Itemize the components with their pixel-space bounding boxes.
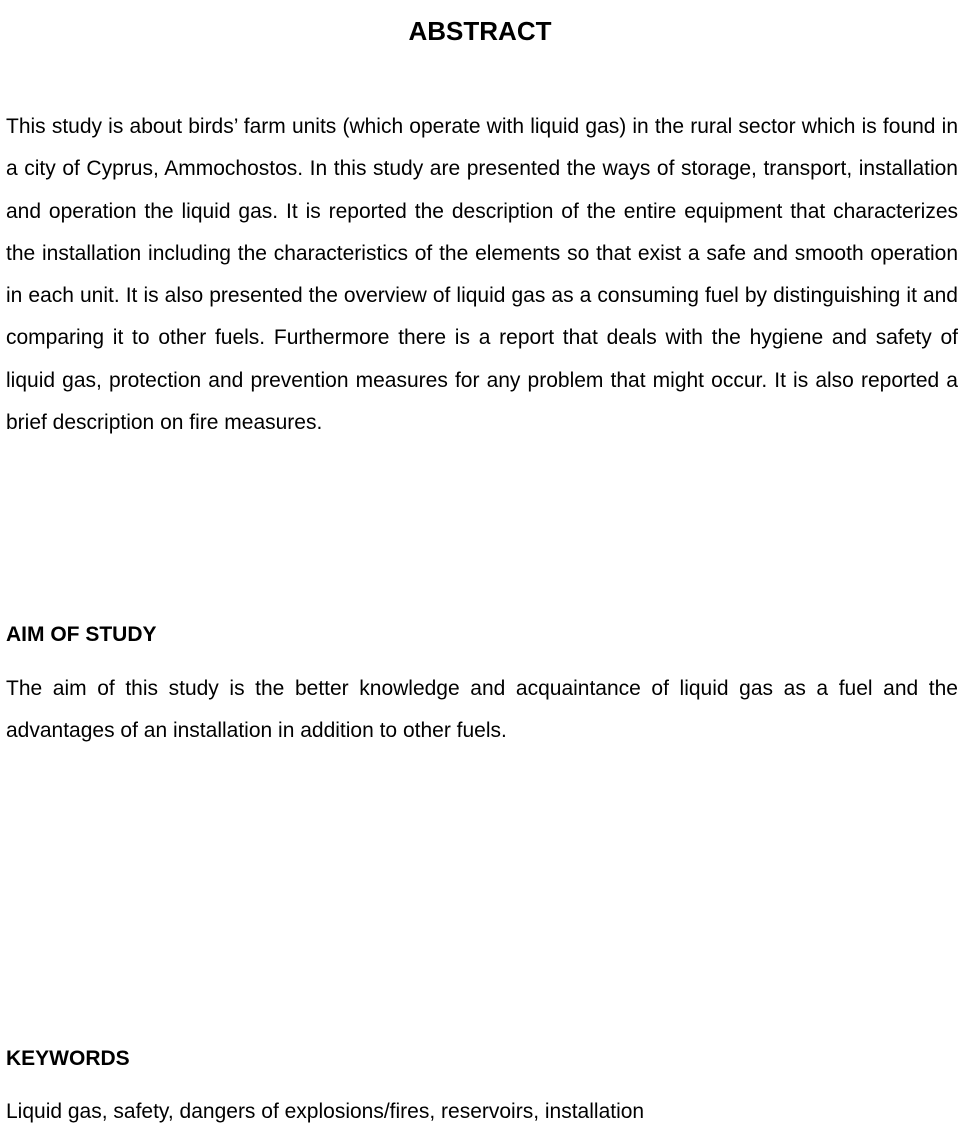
keywords-body: Liquid gas, safety, dangers of explosions/fires, reservoirs, installation [6,1100,645,1123]
aim-body: The aim of this study is the better knowledge and acquaintance of liquid gas as a fuel and the advantages of an installation in addition to other fuels. [6,677,958,743]
abstract-body: This study is about birds’ farm units (which operate with liquid gas) in the rural sector which is found in a city of Cyprus, Ammochostos. In this study are presented the ways of storage, transport, installation and operation the liquid gas. It is reported the description of the entire equipment that characterizes the installation including the characteristics of the elements so that exist a safe and smooth operation in each unit. It is also presented the overview of liquid gas as a consuming fuel by distinguishing it and comparing it to other fuels. Furthermore there is a report that deals with the hygiene and safety of liquid gas, protection and prevention measures for any problem that might occur. It is also reported a brief description on fire measures. [6,115,958,435]
keywords-heading: KEYWORDS [6,1047,130,1070]
abstract-title: ABSTRACT [408,16,552,47]
aim-heading: AIM OF STUDY [6,623,157,646]
